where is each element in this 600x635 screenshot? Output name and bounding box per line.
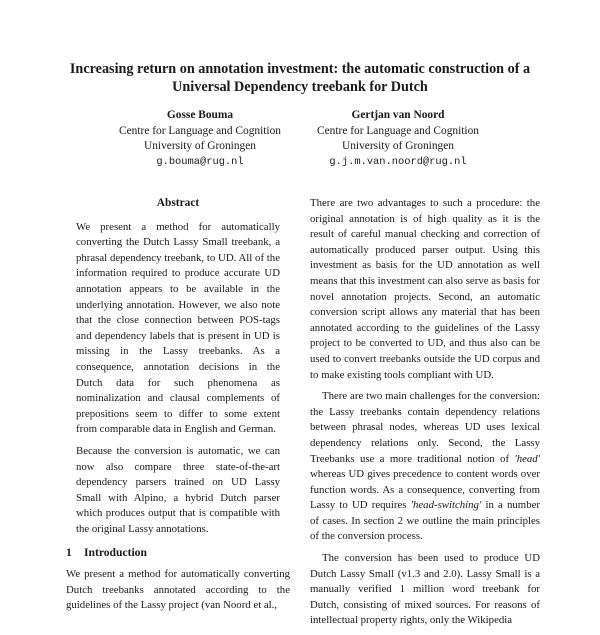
author-name: Gosse Bouma — [166, 109, 234, 121]
abstract-paragraph-2: Because the conversion is automatic, we can now also compare three state-of-the-art dependency parsers trained on UD Lassy Small with Alpino, a hybrid Dutch parser which produces output that is compatible with the original Lassy annotations. — [76, 444, 280, 535]
term-head: 'head' — [514, 452, 540, 465]
author-name: Gertjan van Noord — [351, 109, 445, 121]
term-head-switching: 'head-switching' — [410, 499, 482, 512]
right-column — [310, 196, 540, 635]
paper-title: Increasing return on annotation investment: the automatic construction of a Universal Dependency treebank for Dutch — [69, 61, 531, 95]
author-email: g.j.m.van.noord@rug.nl — [329, 155, 467, 168]
section-title: Introduction — [84, 546, 147, 560]
section-heading-introduction — [66, 545, 290, 561]
introduction-body — [66, 567, 290, 614]
author-university: University of Groningen — [342, 140, 454, 153]
section-number: 1 — [66, 546, 72, 560]
body-text: There are two main challenges for the conversion: the Lassy treebanks contain dependency relations between phrasal nodes, whereas UD uses lexical dependency relations only. Second, the Lassy Treebanks use a more traditional notion of — [310, 390, 540, 465]
author-email: g.bouma@rug.nl — [156, 155, 244, 168]
body-paragraph-1: There are two advantages to such a procedure: the original annotation is of high quality as it is the result of careful manual checking and correction of automatically produced parser output. Using this investment as basis for the UD annotation as well means that this investment can also serve as basis for novel annotation projects. Second, an automatic conversion script allows any material that has been annotated according to the guidelines of the Lassy project to be converted to UD, and thus also can be used to convert treebanks outside the UD corpus and to make existing tools compliant with UD. — [310, 197, 540, 381]
author-affiliation: Centre for Language and Cognition — [119, 124, 281, 137]
introduction-paragraph-1: We present a method for automatically converting Dutch treebanks annotated according to the guidelines of the Lassy project (van Noord et al., — [66, 568, 290, 612]
abstract-paragraph-1: We present a method for automatically converting the Dutch Lassy Small treebank, a phrasal dependency treebank, to UD. All of the information required to produce accurate UD annotation appears to be available in the underlying annotation. However, we also note that the close connection between POS-tags and dependency labels that is present in UD is missing in the Lassy treebanks. As a consequence, annotation decisions in the Dutch data for such phenomena as nominalization and clausal complements of prepositions seem to differ to some extent from comparable data in English and German. — [76, 220, 280, 436]
body-text: whereas UD gives precedence to content words over function words. As a consequence, converting from Lassy to UD requires — [310, 468, 540, 512]
author-university: University of Groningen — [144, 140, 256, 153]
left-column — [66, 196, 290, 620]
abstract — [66, 196, 290, 537]
body-text: in a number of cases. In section 2 we outline the main principles of the conversion process. — [310, 499, 540, 543]
author-block-2 — [278, 108, 518, 170]
abstract-heading: Abstract — [156, 197, 200, 209]
body-paragraph-3: The conversion has been used to produce UD Dutch Lassy Small (v1.3 and 2.0). Lassy Small is a manually verified 1 million word treebank for Dutch, consisting of mixed sources. For reasons of intellectual property rights, only the Wikipedia — [310, 552, 540, 627]
body-paragraph-2 — [310, 389, 540, 545]
author-affiliation: Centre for Language and Cognition — [317, 124, 479, 137]
